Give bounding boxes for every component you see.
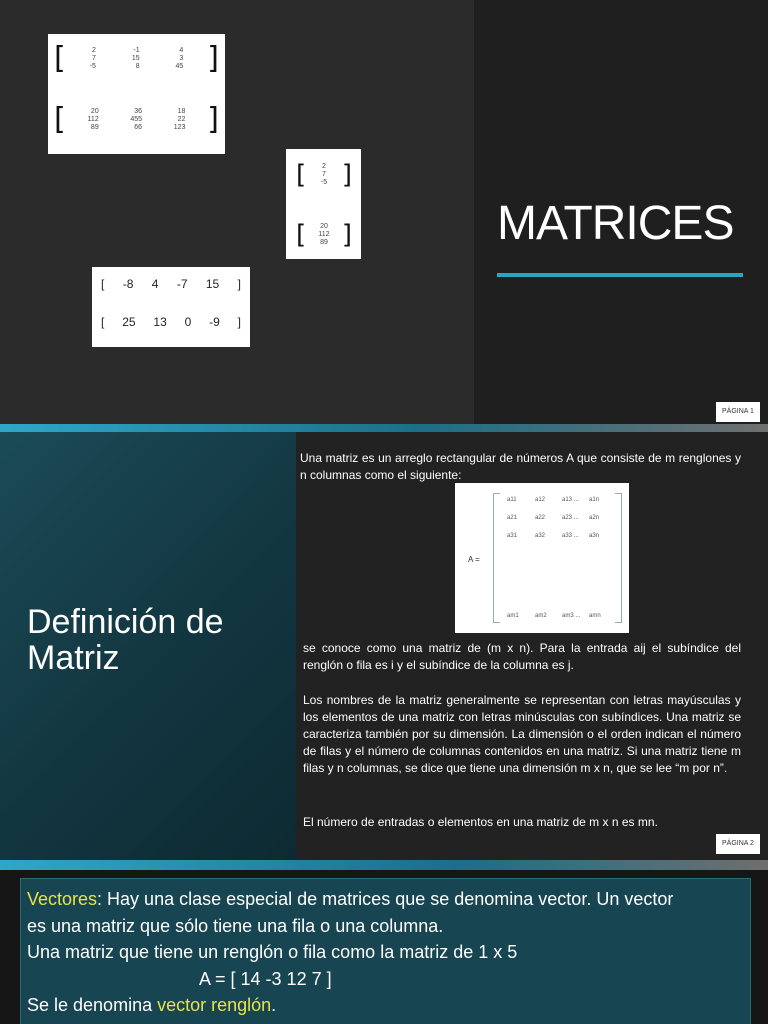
line-3: Una matriz que tiene un renglón o fila como la matriz de 1 x 5 (27, 942, 518, 962)
matrix-entry: a3n (589, 533, 600, 539)
matrix-entry: a12 (535, 497, 546, 503)
matrix-entry: a11 (507, 497, 517, 503)
line-1-text: : Hay una clase especial de matrices que se denomina vector. Un vector (97, 889, 674, 909)
column-vector-a (296, 157, 352, 193)
slide-divider-2 (0, 860, 768, 870)
cell: 455 (130, 116, 143, 123)
matrix-entry: a31 (507, 533, 518, 539)
left-bracket (493, 493, 500, 623)
line-1 (27, 889, 673, 910)
page-number-2: PÁGINA 2 (716, 834, 760, 854)
cell: 4 (151, 277, 159, 291)
matrix-b-col-2 (130, 108, 142, 132)
matrix-entry: a21 (507, 515, 518, 521)
cell: 7 (92, 55, 96, 62)
slide-2 (0, 432, 768, 860)
right-bracket: ] (207, 41, 219, 76)
matrix-label: A = (468, 555, 480, 564)
right-bracket: ] (341, 220, 352, 250)
cell: 123 (173, 124, 186, 131)
cell: -8 (122, 277, 134, 291)
cell: -5 (89, 63, 96, 70)
matrix-box-3x3 (48, 34, 225, 154)
cell: 2 (92, 47, 96, 54)
cell: -7 (176, 277, 188, 291)
column-vectors-box (286, 149, 361, 259)
row-vector-b (101, 315, 241, 329)
left-bracket: [ (296, 220, 307, 250)
cell: 36 (134, 108, 143, 115)
left-bracket: [ (54, 102, 66, 137)
cell: 20 (90, 108, 99, 115)
cell: 2 (322, 163, 326, 170)
left-bracket: [ (54, 41, 66, 76)
matrix-entry: am1 (507, 613, 519, 619)
total-entries-paragraph: El número de entradas o elementos en una matriz de m x n es mn. (303, 815, 658, 829)
cell: 0 (184, 315, 192, 329)
cell: 7 (322, 171, 326, 178)
matrix-entry: amn (589, 613, 601, 619)
matrix-entry: a33 ... (562, 533, 579, 539)
right-bracket (615, 493, 622, 623)
intro-paragraph: Una matriz es un arreglo rectangular de números A que consiste de m renglones y n columnas como el siguiente: (300, 451, 741, 482)
slide-3 (0, 870, 768, 1024)
vectores-text-box (20, 878, 751, 1024)
vector-example: A = [ 14 -3 12 7 ] (199, 969, 332, 989)
matrix-a (54, 41, 219, 77)
matrix-b-col-3 (174, 108, 186, 132)
cell: 22 (177, 116, 186, 123)
line-2: es una matriz que sólo tiene una fila o una columna. (27, 916, 444, 936)
cell: 8 (135, 63, 140, 70)
matrix-entry: a22 (535, 515, 546, 521)
cell: 20 (320, 223, 328, 230)
slide-2-title: Definición de Matriz (27, 603, 224, 677)
right-bracket: ] (341, 160, 352, 190)
cell: -5 (320, 179, 328, 186)
matrix-entry: am2 (535, 613, 547, 619)
cell: 112 (87, 116, 99, 123)
cell: 66 (134, 124, 143, 131)
right-bracket: ] (237, 277, 241, 291)
matrix-entry: a2n (589, 515, 600, 521)
cell: 13 (153, 315, 167, 329)
line-5-text: Se le denomina (27, 995, 158, 1015)
slide-1 (0, 0, 768, 424)
line-5 (27, 995, 276, 1016)
vector-renglon-term: vector renglón (157, 995, 272, 1015)
general-matrix-figure (455, 483, 629, 633)
column-vector-a-values (321, 163, 327, 187)
vectores-word: Vectores (27, 889, 98, 909)
matrix-entry: a1n (589, 497, 600, 503)
column-vector-b (296, 217, 352, 253)
slide-divider-1 (0, 424, 768, 432)
entrada-paragraph: se conoce como una matriz de (m x n). Para la entrada aij el subíndice del renglón o fila es i y el subíndice de la columna es j. (303, 641, 741, 672)
cell: 89 (320, 239, 328, 246)
right-bracket: ] (207, 102, 219, 137)
cell: 89 (90, 124, 99, 131)
cell: 4 (179, 47, 184, 54)
page-number-1: PÁGINA 1 (716, 402, 760, 422)
cell: 15 (131, 55, 140, 62)
cell: 45 (175, 63, 184, 70)
nombres-paragraph: Los nombres de la matriz generalmente se representan con letras mayúsculas y los elementos de una matriz con letras minúsculas con subíndices. Una matriz se caracteriza también por su dimensión. La dimensión o el orden indican el número de filas y el número de columnas contenidos en una matriz. Si una matriz tiene m filas y n columnas, se dice que tiene una dimensión m x n, que se lee “m por n”. (303, 693, 741, 775)
matrix-entry: a23 ... (562, 515, 579, 521)
slide-1-title: MATRICES (497, 197, 734, 250)
left-bracket: [ (101, 277, 105, 291)
matrix-b-col-1 (88, 108, 99, 132)
matrix-entry: am3 ... (562, 613, 581, 619)
right-bracket: ] (237, 315, 241, 329)
cell: 112 (318, 231, 330, 238)
row-vectors-box (92, 267, 250, 347)
matrix-a-col-2 (132, 47, 140, 71)
cell: 15 (205, 277, 220, 291)
cell: 3 (179, 55, 184, 62)
matrix-a-col-1 (90, 47, 96, 71)
left-bracket: [ (296, 160, 307, 190)
title-underline (497, 273, 743, 277)
cell: 18 (177, 108, 186, 115)
cell: -9 (209, 315, 220, 329)
cell: -1 (133, 47, 140, 54)
cell: 25 (122, 315, 136, 329)
left-bracket: [ (101, 315, 105, 329)
line-5-period: . (271, 995, 277, 1015)
matrix-entry: a13 ... (562, 497, 579, 503)
column-vector-b-values (318, 223, 329, 247)
matrix-b (54, 102, 219, 138)
matrix-entry: a32 (535, 533, 546, 539)
matrix-a-col-3 (176, 47, 184, 71)
row-vector-a (101, 277, 241, 291)
